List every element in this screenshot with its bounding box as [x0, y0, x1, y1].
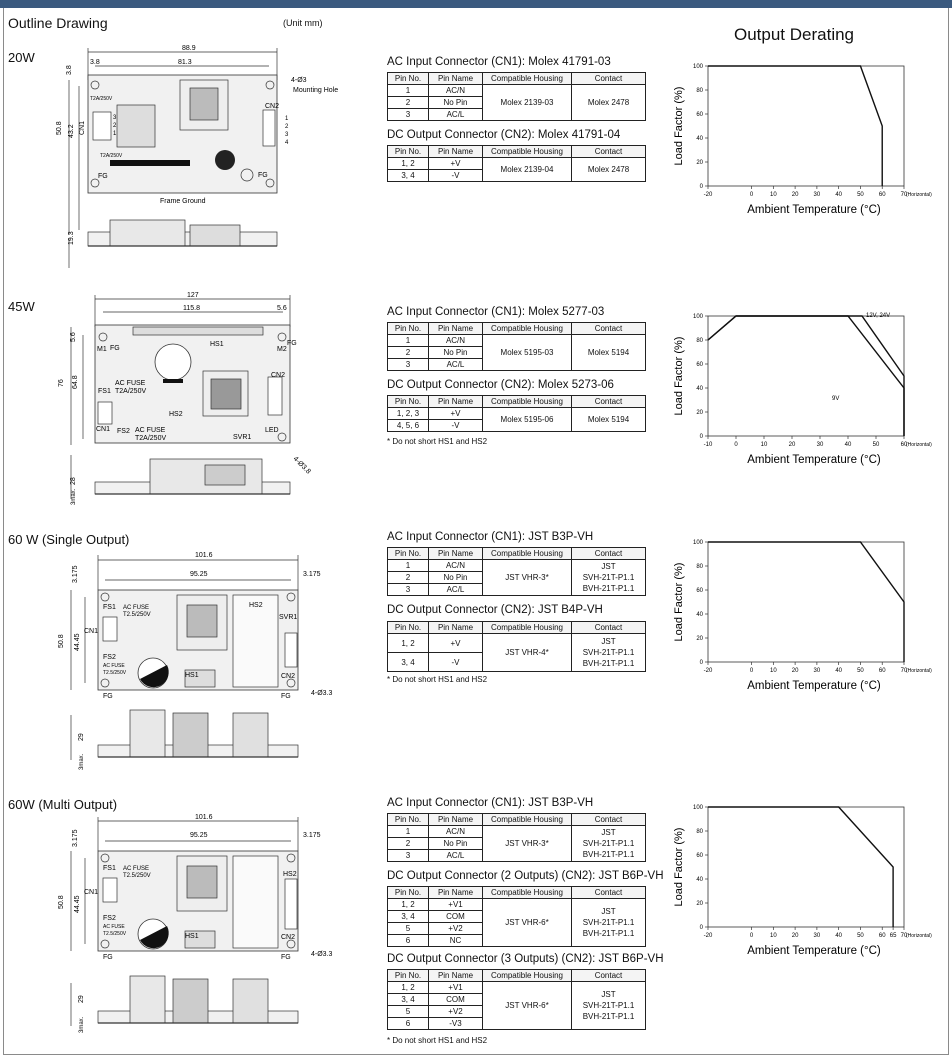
dim-hole-v: 64.8	[72, 375, 79, 389]
x-tick-label: 0	[749, 933, 754, 939]
derating-chart-60w-multi	[672, 799, 940, 964]
dim-offset-left: 3.175	[72, 829, 79, 847]
cn2-connector	[285, 879, 297, 929]
hs2-label: HS2	[169, 411, 183, 418]
table-row: 1, 2 +V1 JST VHR-6* JST SVH-21T-P1.1 BVH-21T-P1.1	[388, 982, 646, 994]
cn2-pin-1: 1	[285, 116, 289, 122]
series-label-0: 12V, 24V	[866, 313, 891, 319]
dim-hole-v: 44.45	[74, 895, 81, 913]
fs1-label: FS1	[103, 865, 116, 872]
fuse2-label-a: AC FUSE	[135, 427, 166, 434]
fuse1-label-a: AC FUSE	[123, 605, 150, 611]
fg-label-1: FG	[103, 693, 113, 700]
x-tick-label: 30	[816, 442, 824, 448]
col-contact: Contact	[572, 73, 646, 85]
x-tick-label: 30	[813, 668, 821, 674]
fuse1-label-a: AC FUSE	[123, 866, 150, 872]
dim-offset: 3.8	[90, 59, 100, 66]
x-tick-label: 70	[900, 192, 908, 198]
note-60w-single: * Do not short HS1 and HS2	[387, 675, 488, 684]
x-tick-label: 50	[857, 933, 864, 939]
dim-width: 101.6	[195, 552, 213, 559]
table-row: 4, 5, 6 -V	[388, 420, 646, 432]
cn2-connector	[285, 633, 297, 667]
table-row: 6 -V3	[388, 1018, 646, 1030]
dim-max: 3max.	[79, 1016, 85, 1033]
fuse1-label-b: T2A/250V	[115, 388, 147, 395]
table-row: 1, 2, 3 +V Molex 5195-06 Molex 5194	[388, 408, 646, 420]
y-axis-label: Load Factor (%)	[673, 86, 685, 166]
y-tick-label: 40	[696, 877, 703, 883]
cn1-connector	[98, 402, 112, 424]
table-row: 1 AC/N Molex 5195-03 Molex 5194	[388, 335, 646, 347]
cn1-pin-2: 2	[113, 123, 117, 129]
dc-pin-table-60w-multi-3: Pin No. Pin Name Compatible Housing Contact 1, 2 +V1 JST VHR-6* JST SVH-21T-P1.1 BVH-21T-P1.1 3, 4 COM 5 +V2 6 -V3	[387, 969, 646, 1030]
ac-pin-table-60w-single: Pin No. Pin Name Compatible Housing Contact 1 AC/N JST VHR-3* JST SVH-21T-P1.1 BVH-21T-P1.1 2 No Pin 3 AC/L	[387, 547, 646, 596]
dim-offset-right: 3.175	[303, 832, 321, 839]
table-row: 3 AC/L	[388, 584, 646, 596]
fg-label-1: FG	[98, 173, 108, 180]
x-unit-label: (Horizontal)	[906, 933, 932, 939]
dim-offset-v: 3.8	[66, 65, 73, 75]
table-row: 2 No Pin	[388, 97, 646, 109]
table-row: 2 No Pin	[388, 838, 646, 850]
plot-frame	[708, 66, 904, 186]
cn1-label: CN1	[84, 628, 99, 635]
fs2-label: FS2	[103, 915, 116, 922]
cn2-pin-2: 2	[285, 124, 289, 130]
table-row: 3 AC/L	[388, 850, 646, 862]
x-tick-label: 70	[900, 668, 908, 674]
y-tick-label: 40	[696, 612, 703, 618]
x-tick-label: 20	[791, 933, 799, 939]
fs2-label: FS2	[103, 654, 116, 661]
dim-hole-span: 95.25	[190, 832, 208, 839]
m2-label: M2	[277, 346, 287, 353]
ac-connector-title-60w-single: AC Input Connector (CN1): JST B3P-VH	[387, 531, 594, 543]
dim-hole-span: 115.8	[183, 305, 200, 312]
x-axis-label: Ambient Temperature (°C)	[747, 680, 881, 692]
dim-max: 3max.	[71, 488, 77, 505]
dc-pin-table-60w-multi-2: Pin No. Pin Name Compatible Housing Contact 1, 2 +V1 JST VHR-6* JST SVH-21T-P1.1 BVH-21T-P1.1 3, 4 COM 5 +V2 6 NC	[387, 886, 646, 947]
dim-max: 3max.	[79, 753, 85, 770]
frame-ground-label: Frame Ground	[160, 198, 206, 205]
x-tick-label: 20	[791, 668, 799, 674]
table-row: 1 AC/N JST VHR-3* JST SVH-21T-P1.1 BVH-21T-P1.1	[388, 560, 646, 572]
x-tick-label: 40	[835, 192, 843, 198]
cn1-label: CN1	[79, 120, 86, 135]
dc-pin-table-45w: Pin No. Pin Name Compatible Housing Contact 1, 2, 3 +V Molex 5195-06 Molex 5194 4, 5, 6 -V	[387, 395, 646, 432]
ac-connector-title-20w: AC Input Connector (CN1): Molex 41791-03	[387, 56, 611, 68]
fuse1-label-b: T2.5/250V	[123, 873, 151, 879]
x-tick-label: 70	[900, 933, 908, 939]
table-row: 2 No Pin	[388, 347, 646, 359]
y-tick-label: 40	[696, 136, 703, 142]
mount-label: 4-Ø3	[291, 77, 307, 84]
x-tick-label: -20	[703, 668, 713, 674]
fuse1-label-b: T2.5/250V	[123, 612, 151, 618]
outline-drawing-title: Outline Drawing	[8, 15, 108, 31]
dc-connector-title-60w-multi-3: DC Output Connector (3 Outputs) (CN2): JST B6P-VH	[387, 953, 664, 965]
x-tick-label: -20	[703, 192, 713, 198]
cn2-connector	[268, 377, 282, 415]
fg-label-2: FG	[281, 954, 291, 961]
table-row: 2 No Pin	[388, 572, 646, 584]
x-unit-label: (Horizontal)	[906, 442, 932, 448]
y-axis-label: Load Factor (%)	[673, 562, 685, 642]
y-tick-label: 80	[696, 564, 703, 570]
x-axis-label: Ambient Temperature (°C)	[747, 454, 881, 466]
x-tick-label: 60	[878, 933, 886, 939]
y-tick-label: 80	[696, 338, 703, 344]
dc-connector-title-60w-multi-2: DC Output Connector (2 Outputs) (CN2): JST B6P-VH	[387, 870, 664, 882]
cn2-pin-4: 4	[285, 140, 289, 146]
table-row: 1, 2 +V Molex 2139-04 Molex 2478	[388, 158, 646, 170]
x-tick-label: -10	[703, 442, 713, 448]
fuse2-label-a: AC FUSE	[103, 924, 125, 930]
dc-connector-title-45w: DC Output Connector (CN2): Molex 5273-06	[387, 379, 614, 391]
side-view-45w	[95, 459, 290, 494]
table-row: 1, 2 +V JST VHR-4* JST SVH-21T-P1.1 BVH-21T-P1.1	[388, 634, 646, 653]
derating-chart-60w-single	[672, 534, 940, 699]
note-45w: * Do not short HS1 and HS2	[387, 437, 488, 446]
fs1-label: FS1	[103, 604, 116, 611]
section-label-60w-multi: 60W (Multi Output)	[8, 797, 118, 812]
plot-frame	[708, 807, 904, 927]
ac-pin-table-60w-multi: Pin No. Pin Name Compatible Housing Contact 1 AC/N JST VHR-3* JST SVH-21T-P1.1 BVH-21T-P1.1 2 No Pin 3 AC/L	[387, 813, 646, 862]
note-60w-multi: * Do not short HS1 and HS2	[387, 1036, 488, 1045]
table-row: 1, 2 +V1 JST VHR-6* JST SVH-21T-P1.1 BVH-21T-P1.1	[388, 899, 646, 911]
y-tick-label: 80	[696, 88, 703, 94]
cn2-label: CN2	[281, 673, 296, 680]
mount-label-2: Mounting Hole	[293, 87, 339, 94]
y-tick-label: 0	[699, 434, 703, 440]
dim-width: 88.9	[182, 45, 196, 52]
table-row: 3, 4 -V	[388, 653, 646, 672]
x-unit-label: (Horizontal)	[906, 668, 932, 674]
x-tick-label: 30	[813, 192, 821, 198]
x-tick-label: 10	[769, 668, 777, 674]
dim-depth: 19.3	[68, 231, 75, 245]
side-view-60w-multi	[98, 976, 298, 1023]
x-tick-label: 10	[769, 192, 777, 198]
fs1-label: FS1	[98, 388, 111, 395]
y-tick-label: 100	[692, 805, 703, 811]
dim-depth: 28	[70, 477, 77, 485]
mount-label: 4-Ø3.3	[311, 690, 333, 697]
dim-height: 76	[58, 379, 65, 387]
side-view-60w-single	[98, 710, 298, 757]
dim-offset-left: 3.175	[72, 565, 79, 583]
y-tick-label: 0	[699, 925, 703, 931]
y-tick-label: 0	[699, 660, 703, 666]
dim-hole-span: 81.3	[178, 59, 192, 66]
series-line-0	[708, 807, 893, 927]
x-tick-label: 0	[734, 442, 738, 448]
svr1-label: SVR1	[279, 614, 298, 621]
x-tick-label: 40	[844, 442, 852, 448]
table-row: 5 +V2	[388, 1006, 646, 1018]
series-line-0	[708, 316, 904, 436]
y-tick-label: 60	[696, 362, 703, 368]
fuse-label-2: T2A/250V	[100, 153, 123, 159]
x-tick-label: 0	[749, 192, 754, 198]
col-housing: Compatible Housing	[483, 73, 572, 85]
x-axis-label: Ambient Temperature (°C)	[747, 945, 881, 957]
hs1-label: HS1	[185, 672, 199, 679]
dim-offset-right: 5.6	[277, 305, 287, 312]
x-tick-label: 20	[788, 442, 796, 448]
fuse1-label-a: AC FUSE	[115, 380, 146, 387]
heatsink-bar	[110, 160, 190, 166]
y-tick-label: 100	[692, 540, 703, 546]
fuse2-label-b: T2.5/250V	[103, 670, 127, 676]
svr1-label: SVR1	[233, 434, 252, 441]
dim-offset-left: 5.6	[70, 332, 77, 342]
x-axis-label: Ambient Temperature (°C)	[747, 204, 881, 216]
y-tick-label: 20	[696, 160, 703, 166]
series-line-0	[708, 542, 904, 662]
fg-label-2: FG	[258, 172, 268, 179]
x-tick-label: 50	[857, 192, 864, 198]
table-row: 3 AC/L	[388, 359, 646, 371]
y-tick-label: 20	[696, 636, 703, 642]
col-pin-no: Pin No.	[388, 73, 429, 85]
y-axis-label: Load Factor (%)	[673, 336, 685, 416]
y-tick-label: 20	[696, 901, 703, 907]
mount-label: 4-Ø3.8	[291, 455, 312, 476]
table-row: 3, 4 COM	[388, 911, 646, 923]
x-tick-label: 60	[878, 668, 886, 674]
x-tick-label: 50	[857, 668, 864, 674]
y-tick-label: 60	[696, 588, 703, 594]
y-axis-label: Load Factor (%)	[673, 827, 685, 907]
cn1-connector	[103, 878, 117, 902]
top-accent-bar	[0, 0, 952, 8]
cn2-label: CN2	[265, 103, 280, 110]
table-row: 1 AC/N Molex 2139-03 Molex 2478	[388, 85, 646, 97]
x-tick-label: 10	[760, 442, 768, 448]
fg-label-1: FG	[103, 954, 113, 961]
x-tick-label: 65	[889, 933, 897, 939]
output-derating-title: Output Derating	[734, 25, 855, 44]
y-tick-label: 100	[692, 64, 703, 70]
cn2-label: CN2	[281, 934, 296, 941]
table-row: 3 AC/L	[388, 109, 646, 121]
dim-width: 101.6	[195, 814, 213, 821]
series-line-0	[708, 66, 882, 186]
ac-pin-table-45w: Pin No. Pin Name Compatible Housing Contact 1 AC/N Molex 5195-03 Molex 5194 2 No Pin 3 AC/L	[387, 322, 646, 371]
table-row: 6 NC	[388, 935, 646, 947]
x-tick-label: 10	[769, 933, 777, 939]
m1-label: M1	[97, 346, 107, 353]
hs2-label: HS2	[283, 871, 297, 878]
hs1-label: HS1	[210, 341, 224, 348]
cn1-pin-1: 1	[113, 131, 117, 137]
cn2-connector	[263, 110, 275, 146]
ac-connector-title-45w: AC Input Connector (CN1): Molex 5277-03	[387, 306, 605, 318]
dim-height: 50.8	[58, 895, 65, 909]
unit-note: (Unit mm)	[283, 18, 323, 28]
dim-offset-right: 3.175	[303, 571, 321, 578]
dc-pin-table-60w-single: Pin No. Pin Name Compatible Housing Contact 1, 2 +V JST VHR-4* JST SVH-21T-P1.1 BVH-21T-P1.1 3, 4 -V	[387, 621, 646, 672]
mount-label: 4-Ø3.3	[311, 951, 333, 958]
derating-chart-45w	[672, 308, 940, 473]
section-label-60w-single: 60 W (Single Output)	[8, 532, 130, 547]
x-tick-label: 40	[835, 933, 843, 939]
x-tick-label: 50	[872, 442, 880, 448]
series-label-1: 9V	[832, 396, 840, 402]
dim-width: 127	[187, 292, 199, 299]
dim-depth: 29	[78, 733, 85, 741]
fs2-label: FS2	[117, 428, 130, 435]
cn2-pin-3: 3	[285, 132, 289, 138]
outline-drawing-60w-single	[55, 545, 355, 775]
table-row: 3, 4 -V	[388, 170, 646, 182]
fuse2-label-a: AC FUSE	[103, 663, 125, 669]
fg-label-1: FG	[110, 345, 120, 352]
x-tick-label: -20	[703, 933, 713, 939]
y-tick-label: 80	[696, 829, 703, 835]
y-tick-label: 100	[692, 314, 703, 320]
dc-pin-table-20w: Pin No. Pin Name Compatible Housing Contact 1, 2 +V Molex 2139-04 Molex 2478 3, 4 -V	[387, 145, 646, 182]
fuse2-label-b: T2A/250V	[135, 435, 167, 442]
cn1-label: CN1	[96, 426, 111, 433]
hs1	[133, 327, 263, 335]
table-row: 3, 4 COM	[388, 994, 646, 1006]
outline-drawing-45w	[55, 287, 355, 512]
y-tick-label: 0	[699, 184, 703, 190]
outline-drawing-60w-multi	[55, 811, 355, 1041]
hs2-label: HS2	[249, 602, 263, 609]
x-tick-label: 0	[749, 668, 754, 674]
x-tick-label: 60	[878, 192, 886, 198]
fg-label-2: FG	[281, 693, 291, 700]
dim-hole-span: 95.25	[190, 571, 208, 578]
fuse2-label-b: T2.5/250V	[103, 931, 127, 937]
outline-drawing-20w	[55, 40, 355, 275]
side-view-20w	[88, 220, 277, 246]
cn1-connector	[93, 112, 111, 140]
cn1-label: CN1	[84, 889, 99, 896]
table-row: 1 AC/N JST VHR-3* JST SVH-21T-P1.1 BVH-21T-P1.1	[388, 826, 646, 838]
dim-hole-v: 44.45	[74, 633, 81, 651]
cn1-connector	[103, 617, 117, 641]
derating-chart-20w	[672, 58, 940, 223]
led-label: LED	[265, 427, 279, 434]
x-tick-label: 60	[900, 442, 908, 448]
table-row: 5 +V2	[388, 923, 646, 935]
x-tick-label: 30	[813, 933, 821, 939]
x-unit-label: (Horizontal)	[906, 192, 932, 198]
fg-label-2: FG	[287, 340, 297, 347]
y-tick-label: 40	[696, 386, 703, 392]
x-tick-label: 20	[791, 192, 799, 198]
section-label-20w: 20W	[8, 50, 35, 65]
dc-connector-title-60w-single: DC Output Connector (CN2): JST B4P-VH	[387, 604, 603, 616]
fuse-label-1: T2A/250V	[90, 96, 113, 102]
dim-hole-v: 43.2	[68, 124, 75, 138]
x-tick-label: 40	[835, 668, 843, 674]
y-tick-label: 20	[696, 410, 703, 416]
plot-frame	[708, 542, 904, 662]
section-label-45w: 45W	[8, 299, 35, 314]
y-tick-label: 60	[696, 853, 703, 859]
dim-height: 50.8	[56, 121, 63, 135]
ac-connector-title-60w-multi: AC Input Connector (CN1): JST B3P-VH	[387, 797, 594, 809]
y-tick-label: 60	[696, 112, 703, 118]
dc-connector-title-20w: DC Output Connector (CN2): Molex 41791-04	[387, 129, 621, 141]
cn1-pin-3: 3	[113, 115, 117, 121]
dim-depth: 29	[78, 995, 85, 1003]
hs1-label: HS1	[185, 933, 199, 940]
col-pin-name: Pin Name	[429, 73, 483, 85]
ac-pin-table-20w	[387, 72, 646, 121]
cn2-label: CN2	[271, 372, 286, 379]
dim-height: 50.8	[58, 634, 65, 648]
